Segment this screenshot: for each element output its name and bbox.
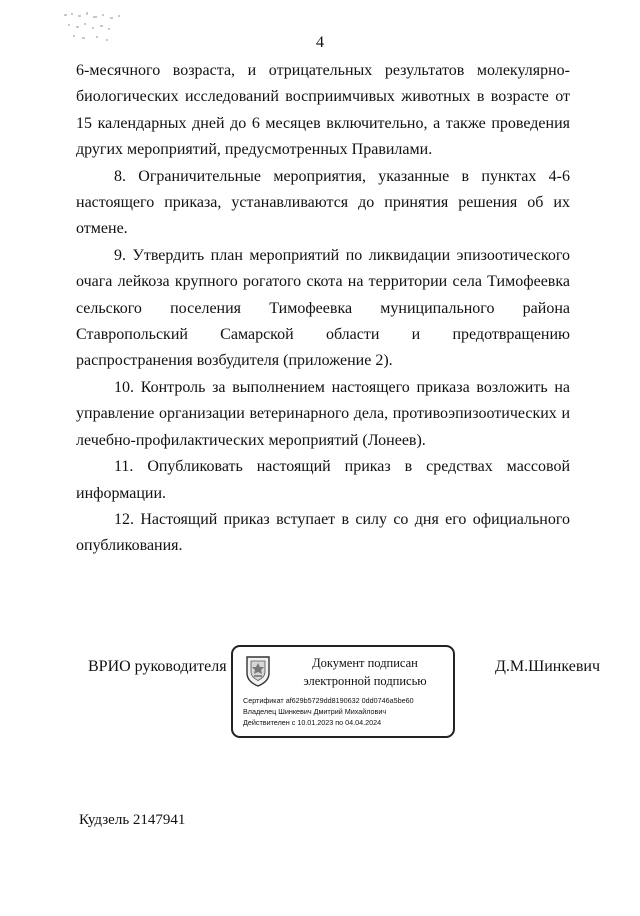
- stamp-certificate: Сертификат af629b5729dd8190632 0dd0746a5be60: [243, 696, 414, 705]
- paragraph-11: 11. Опубликовать настоящий приказ в средствах массовой информации.: [76, 458, 570, 502]
- signatory-name: Д.М.Шинкевич: [494, 658, 600, 675]
- signatory-position: ВРИО руководителя: [88, 658, 227, 675]
- paragraph-12: 12. Настоящий приказ вступает в силу со дня его официального опубликования.: [76, 510, 570, 555]
- electronic-signature-stamp: [231, 645, 455, 738]
- stamp-validity: Действителен с 10.01.2023 по 04.04.2024: [243, 718, 382, 727]
- paragraph-10: 10. Контроль за выполнением настоящего приказа возложить на управление организации ветеринарного дела, противоэпизоотических и лечебно-профилактических мероприятий (Лонеев).: [76, 378, 570, 449]
- executor-info: Кудзель 2147941: [79, 812, 186, 828]
- paragraph-9: 9. Утвердить план мероприятий по ликвидации эпизоотического очага лейкоза крупного рогатого скота на территории села Тимофеевка сельского поселения Тимофеевка муниципального района Ставропольский Самарской области и предотвращению распространения возбудителя (приложение 2).: [76, 246, 570, 370]
- paragraph-continuation: 6-месячного возраста, и отрицательных результатов молекулярно-биологических исследований восприимчивых животных в возрасте от 15 календарных дней до 6 месяцев включительно, а также проведения других мероприятий, предусмотренных Правилами.: [76, 62, 570, 159]
- stamp-title-line1: Документ подписан: [312, 656, 418, 670]
- stamp-title: [279, 654, 451, 690]
- page-number: 4: [316, 34, 324, 51]
- stamp-title-line2: электронной подписью: [303, 674, 427, 688]
- stamp-owner: Владелец Шинкевич Дмитрий Михайлович: [243, 707, 387, 716]
- paragraph-8: 8. Ограничительные мероприятия, указанные в пунктах 4-6 настоящего приказа, устанавливаются до принятия решения об их отмене.: [76, 167, 570, 238]
- document-body: [76, 58, 570, 560]
- coat-of-arms-icon: [245, 655, 271, 687]
- stamp-details: [243, 695, 453, 728]
